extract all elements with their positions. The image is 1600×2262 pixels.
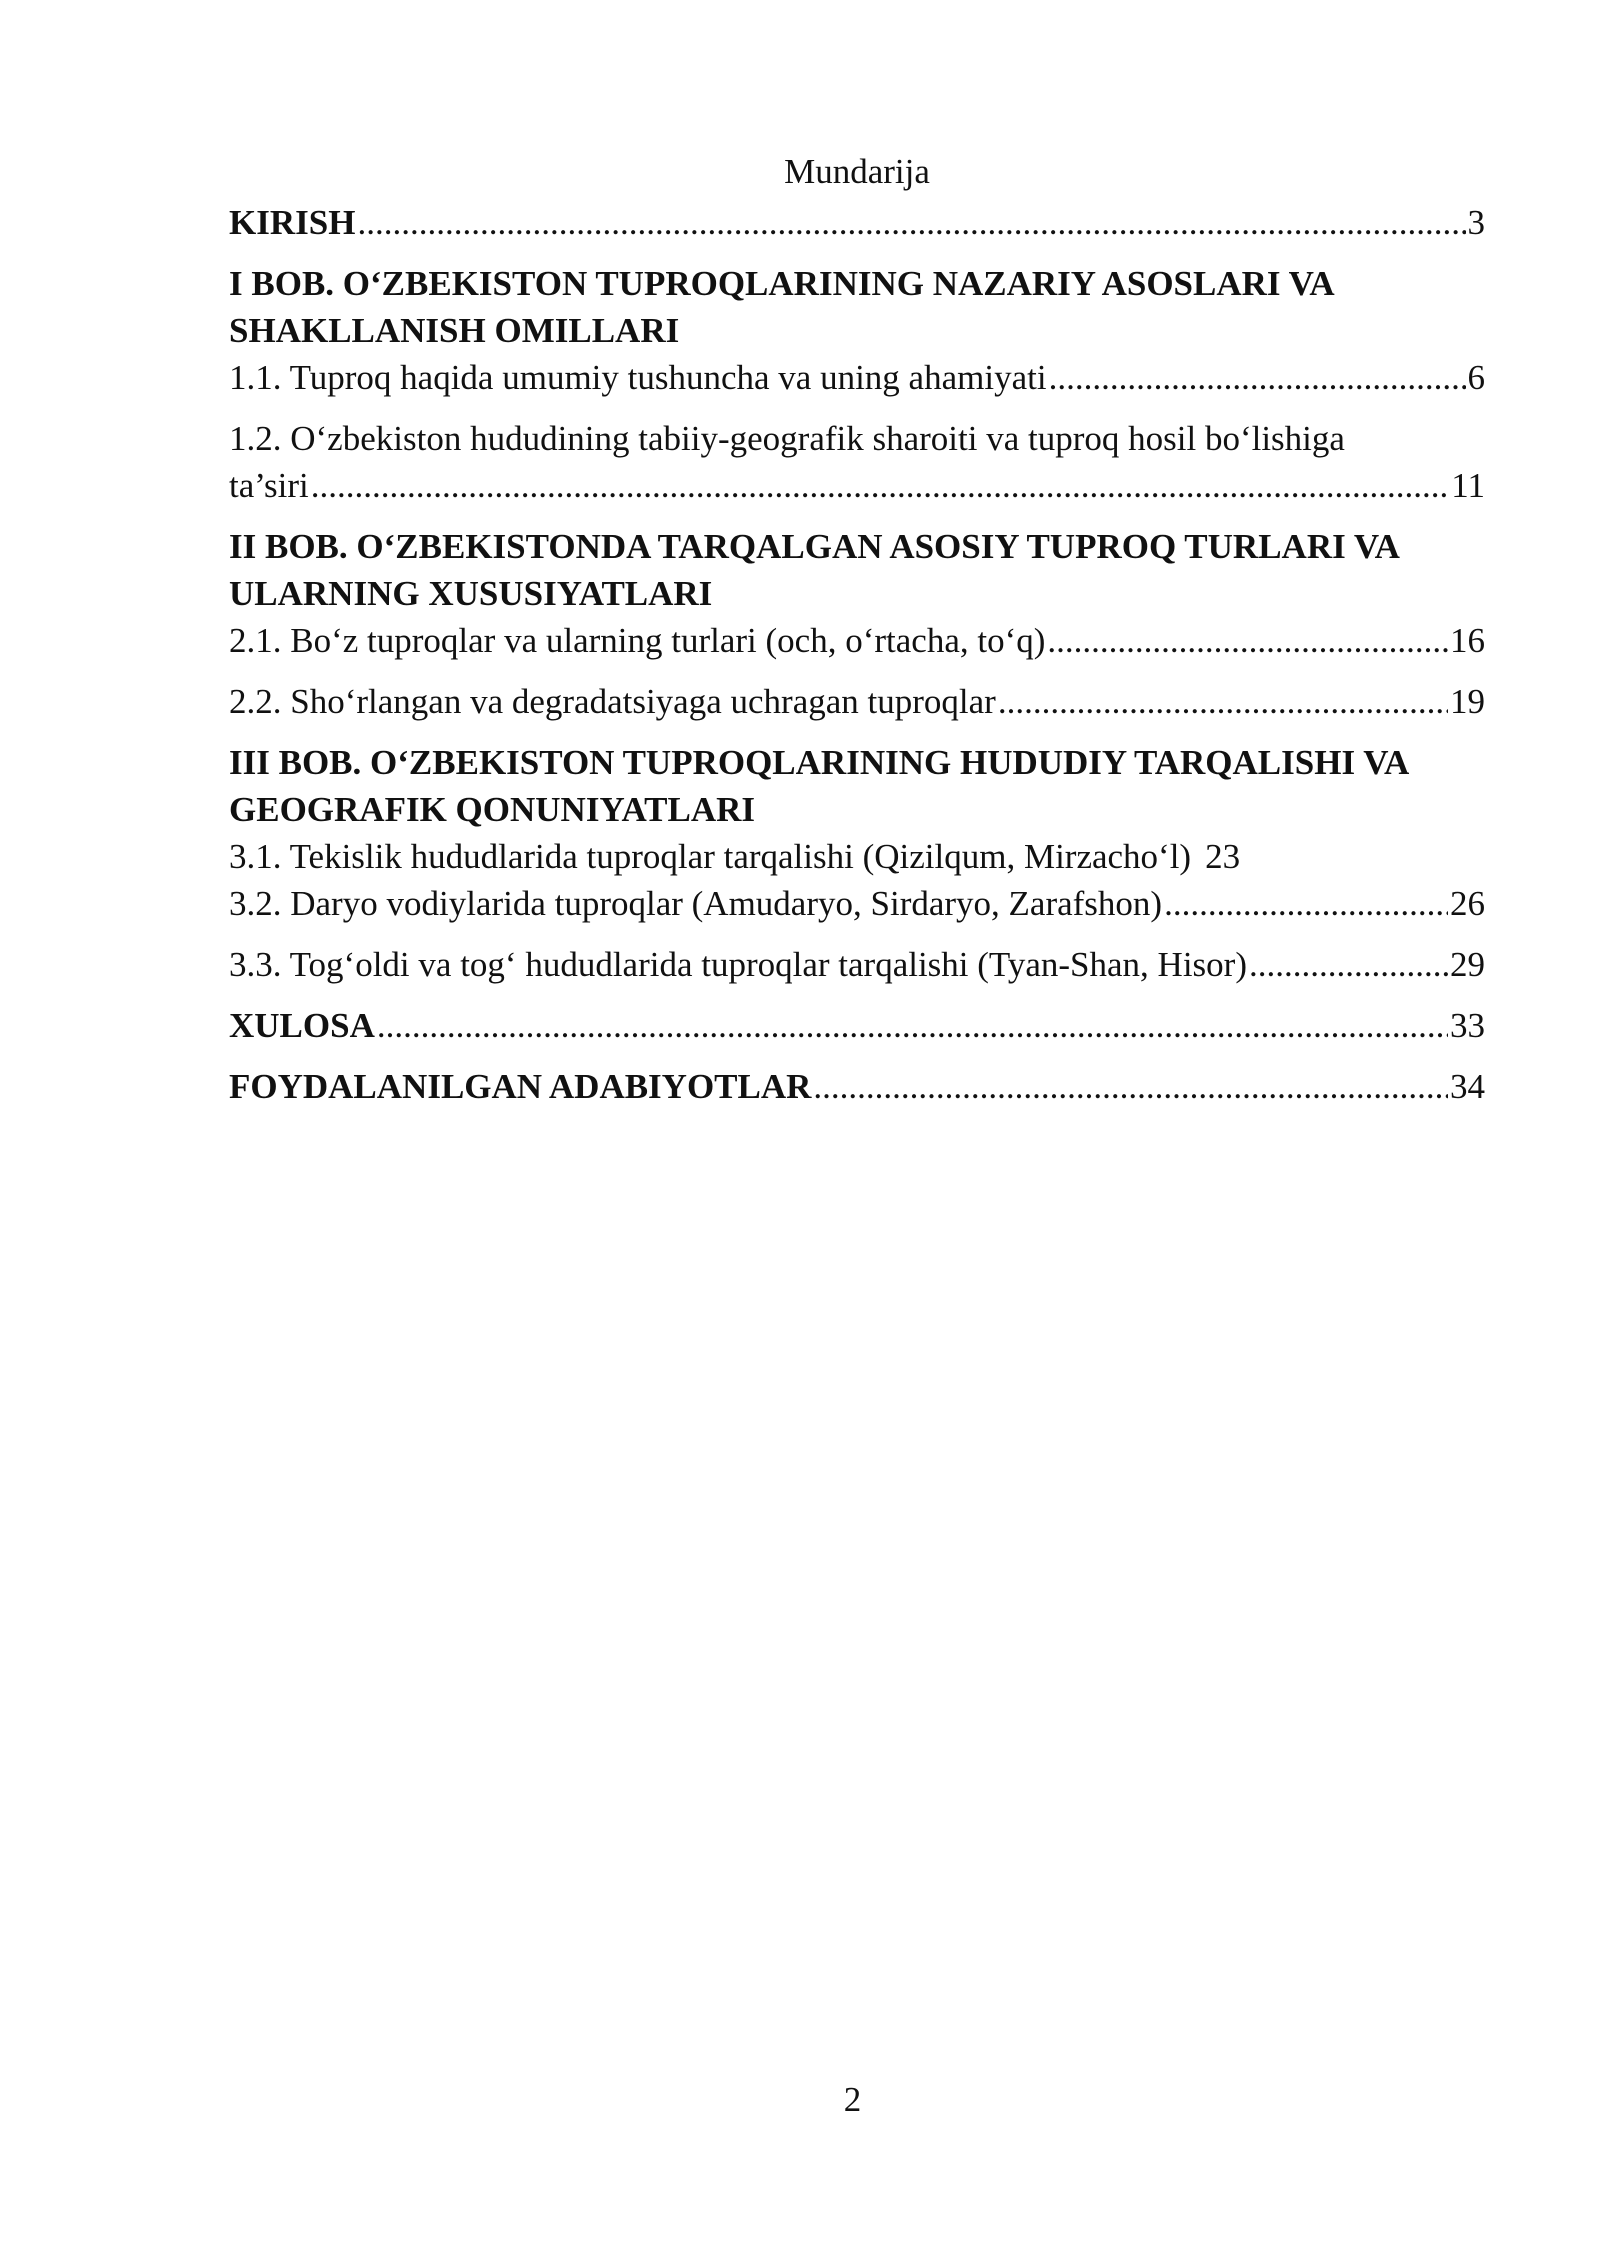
dot-leader — [1164, 880, 1448, 927]
toc-entry-label: ta’siri — [229, 466, 309, 505]
toc-entry-label: 1.1. Tuproq haqida umumiy tushuncha va uning ahamiyati — [229, 358, 1047, 397]
toc-entry-page: 26 — [1450, 884, 1485, 923]
toc-entry-page: 23 — [1205, 837, 1241, 876]
toc-entry-page: 6 — [1467, 358, 1485, 397]
toc-entry-page: 3 — [1467, 203, 1485, 242]
page-number: 2 — [843, 2080, 862, 2119]
toc-entry-3-3[interactable] — [229, 941, 1485, 988]
toc-entry-label: 2.2. Sho‘rlangan va degradatsiyaga uchragan tuproqlar — [229, 682, 996, 721]
toc-entry-1-1[interactable] — [229, 354, 1485, 401]
toc-entry-label: XULOSA — [229, 1006, 375, 1045]
toc-entry-kirish[interactable] — [229, 199, 1485, 246]
toc-entry-page: 29 — [1450, 945, 1485, 984]
toc-entry-3-1[interactable] — [229, 833, 1485, 880]
toc-entry-label-line1: 1.2. O‘zbekiston hududining tabiiy-geografik sharoiti va tuproq hosil bo‘lishiga — [229, 419, 1345, 458]
toc-entry-label: FOYDALANILGAN ADABIYOTLAR — [229, 1067, 812, 1106]
toc-title: Mundarija — [784, 152, 930, 191]
toc-entry-page: 19 — [1450, 682, 1485, 721]
toc-entry-page: 34 — [1450, 1067, 1485, 1106]
toc-entry-xulosa[interactable] — [229, 1002, 1485, 1049]
toc-entry-2-1[interactable] — [229, 617, 1485, 664]
toc-entry-label: 3.3. Tog‘oldi va tog‘ hududlarida tuproqlar tarqalishi (Tyan-Shan, Hisor) — [229, 945, 1247, 984]
toc-entry-2-2[interactable] — [229, 678, 1485, 725]
toc-entry-label: 3.1. Tekislik hududlarida tuproqlar tarqalishi (Qizilqum, Mirzacho‘l) — [229, 837, 1192, 876]
toc-entry-3-2[interactable] — [229, 880, 1485, 927]
toc-entry-adabiyotlar[interactable] — [229, 1063, 1485, 1110]
toc-entry-page: 16 — [1450, 621, 1485, 660]
chapter-1-heading[interactable]: I BOB. O‘ZBEKISTON TUPROQLARINING NAZARIY ASOSLARI VA SHAKLLANISH OMILLARI — [229, 264, 1333, 350]
dot-leader — [1249, 941, 1448, 988]
chapter-3-heading[interactable]: III BOB. O‘ZBEKISTON TUPROQLARINING HUDUDIY TARQALISHI VA GEOGRAFIK QONUNIYATLARI — [229, 743, 1408, 829]
chapter-2-heading[interactable]: II BOB. O‘ZBEKISTONDA TARQALGAN ASOSIY TUPROQ TURLARI VA ULARNING XUSUSIYATLARI — [229, 527, 1398, 613]
table-of-contents — [229, 148, 1485, 1110]
dot-leader — [1047, 617, 1448, 664]
toc-entry-page: 11 — [1451, 466, 1485, 505]
dot-leader — [813, 1063, 1448, 1110]
dot-leader — [311, 462, 1450, 509]
toc-entry-label: 2.1. Bo‘z tuproqlar va ularning turlari (och, o‘rtacha, to‘q) — [229, 621, 1046, 660]
toc-entry-1-2[interactable] — [229, 415, 1485, 509]
toc-entry-label: 3.2. Daryo vodiylarida tuproqlar (Amudaryo, Sirdaryo, Zarafshon) — [229, 884, 1163, 923]
dot-leader — [998, 678, 1448, 725]
toc-entry-label: KIRISH — [229, 203, 356, 242]
dot-leader — [357, 199, 1465, 246]
toc-entry-page: 33 — [1450, 1006, 1485, 1045]
dot-leader — [1049, 354, 1466, 401]
dot-leader — [377, 1002, 1448, 1049]
